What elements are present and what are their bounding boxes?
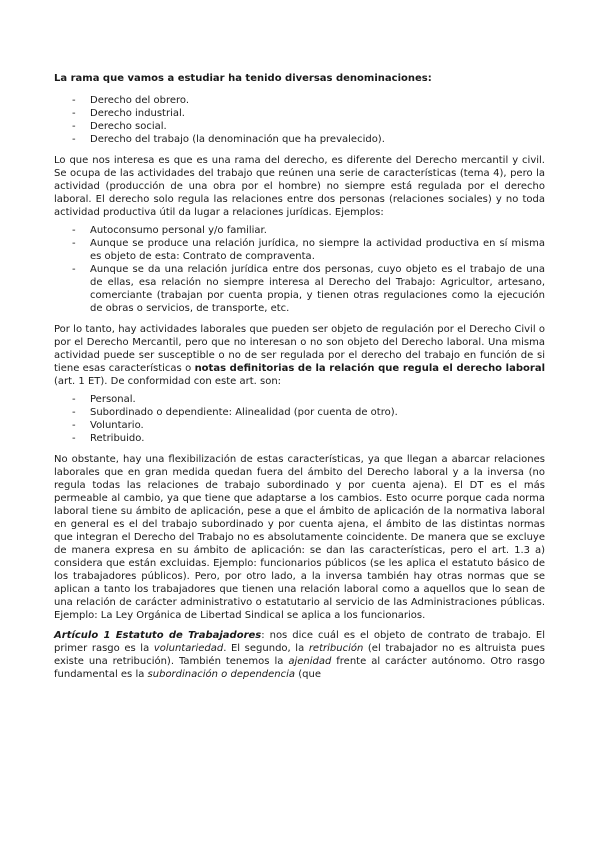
paragraph-definitory-notes [54, 323, 545, 388]
paragraph-text: (el trabajador no es altruista pues existe una retribución). También tenemos la [54, 643, 546, 667]
paragraph-text: frente al carácter autónomo. Otro rasgo fundamental es la [54, 656, 545, 680]
denominations-list [54, 94, 545, 146]
list-item: - Personal. [54, 393, 545, 406]
paragraph-text: Por lo tanto, hay actividades laborales que pueden ser objeto de regulación por el Derecho Civil o por el Derecho Mercantil, pero que no interesan o no son objeto del Derecho laboral. Una misma actividad puede ser susceptible o no de ser regulada por el derecho del trabajo en función de si tiene esas características o [54, 324, 545, 374]
document-page [54, 72, 545, 688]
paragraph-text: : nos dice cuál es el objeto de contrato de trabajo. El primer rasgo es la [54, 630, 545, 654]
italic-term: subordinación o dependencia [147, 669, 296, 680]
list-item: - Subordinado o dependiente: Alinealidad (por cuenta de otro). [54, 406, 545, 419]
list-item: - Derecho industrial. [54, 107, 545, 120]
list-item: - Aunque se da una relación jurídica entre dos personas, cuyo objeto es el trabajo de una de ellas, esa relación no siempre interesa al Derecho del Trabajo: Agricultor, artesano, comerciante (trabajan por cuenta propia, y tienen otras regulaciones como la ejecución de obras o servicios, de transporte, etc. [54, 263, 545, 315]
notes-list [54, 393, 545, 445]
bold-phrase: notas definitorias de la relación que regula el derecho laboral [194, 363, 545, 374]
paragraph-flexibilization: No obstante, hay una flexibilización de estas características, ya que llegan a abarcar relaciones laborales que en gran medida quedan fuera del ámbito del Derecho laboral y a la inversa (no regula todas las relaciones de trabajo subordinado y por cuenta ajena). El DT es el más permeable al cambio, ya que tiene que adaptarse a los cambios. Esto ocurre porque cada norma laboral tiene su ámbito de aplicación, pese a que el ámbito de aplicación de la normativa laboral en general es el del trabajo subordinado y por cuenta ajena, el ámbito de las distintas normas que integran el Derecho del Trabajo no es absolutamente coincidente. De manera que se excluye de manera expresa en su ámbito de aplicación: se dan las características, pero el art. 1.3 a) considera que están excluidas. Ejemplo: funcionarios públicos (se les aplica el estatuto básico de los trabajadores públicos). Pero, por otro lado, a la inversa también hay otras normas que se aplican a tanto los trabajadores que tienen una relación laboral como a aquellos que lo sean de una relación de carácter administrativo o estatutario al servicio de las Administraciones públicas. Ejemplo: La Ley Orgánica de Libertad Sindical se aplica a los funcionarios. [54, 454, 545, 621]
list-item: - Derecho del trabajo (la denominación que ha prevalecido). [54, 133, 545, 146]
paragraph-text: (que [295, 669, 321, 680]
list-item: - Derecho social. [54, 120, 545, 133]
italic-term: ajenidad [288, 656, 332, 667]
list-item: - Voluntario. [54, 419, 545, 432]
italic-term: retribución [308, 643, 364, 654]
section-heading: La rama que vamos a estudiar ha tenido diversas denominaciones: [54, 73, 432, 84]
paragraph-article-1 [54, 629, 545, 681]
examples-list [54, 224, 545, 315]
paragraph-text: (art. 1 ET). De conformidad con este art. son: [54, 376, 282, 387]
paragraph-interest: Lo que nos interesa es que es una rama del derecho, es diferente del Derecho mercantil y civil. Se ocupa de las actividades del trabajo que reúnen una serie de características (tema 4), pero la actividad (producción de una obra por el hombre) no siempre está regulada por el derecho laboral. El derecho solo regula las relaciones entre dos personas (relaciones sociales) y no toda actividad productiva útil da lugar a relaciones jurídicas. Ejemplos: [54, 155, 545, 218]
paragraph-text: . El segundo, la [223, 643, 309, 654]
list-item: - Aunque se produce una relación jurídica, no siempre la actividad productiva en sí misma es objeto de esta: Contrato de compraventa. [54, 237, 545, 263]
italic-term: voluntariedad [153, 643, 224, 654]
list-item: - Retribuido. [54, 432, 545, 445]
list-item: - Autoconsumo personal y/o familiar. [54, 224, 545, 237]
list-item: - Derecho del obrero. [54, 94, 545, 107]
article-title: Artículo 1 Estatuto de Trabajadores [54, 630, 262, 641]
